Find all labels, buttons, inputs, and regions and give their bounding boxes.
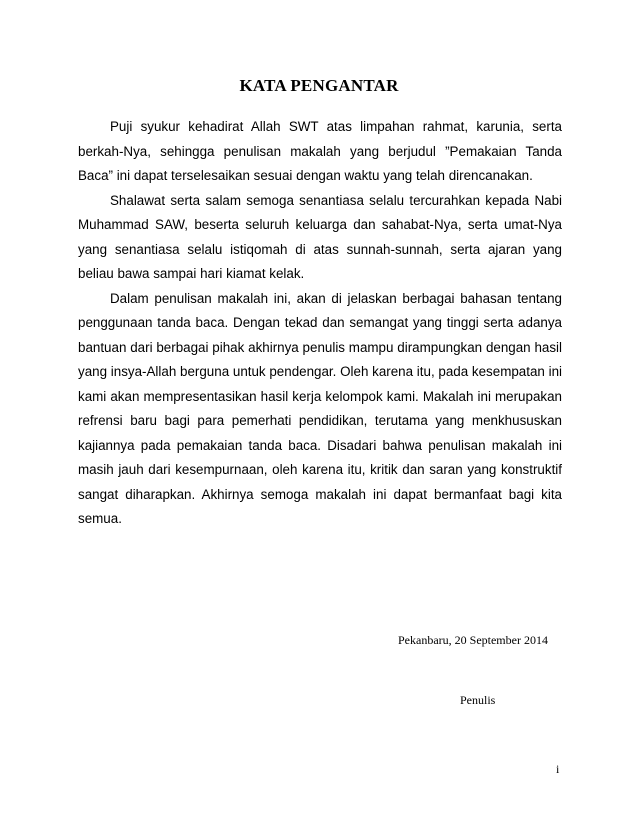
body-text [78,115,562,532]
author-signature: Penulis [460,693,496,707]
page-title: KATA PENGANTAR [239,76,399,95]
paragraph-gratitude: Puji syukur kehadirat Allah SWT atas limpahan rahmat, karunia, serta berkah-Nya, sehingga penulisan makalah yang berjudul ”Pemakaian Tanda Baca” ini dapat terselesaikan sesuai dengan waktu yang telah direncanakan. [78,119,562,183]
paragraph-shalawat: Shalawat serta salam semoga senantiasa selalu tercurahkan kepada Nabi Muhammad SAW, beserta seluruh keluarga dan sahabat-Nya, serta umat-Nya yang senantiasa selalu istiqomah di atas sunnah-sunnah, serta ajaran yang beliau bawa sampai hari kiamat kelak. [78,192,562,281]
place-date: Pekanbaru, 20 September 2014 [398,633,548,647]
paragraph-content: Dalam penulisan makalah ini, akan di jelaskan berbagai bahasan tentang penggunaan tanda baca. Dengan tekad dan semangat yang tinggi serta adanya bantuan dari berbagai pihak akhirnya penulis mampu dirampungkan dengan hasil yang insya-Allah berguna untuk pendengar. Oleh karena itu, pada kesempatan ini kami akan mempresentasikan hasil kerja kelompok kami. Makalah ini merupakan refrensi baru bagi para pemerhati pendidikan, terutama yang menkhususkan kajiannya pada pemakaian tanda baca. Disadari bahwa penulisan makalah ini masih jauh dari kesempurnaan, oleh karena itu, kritik dan saran yang konstruktif sangat diharapkan. Akhirnya semoga makalah ini dapat bermanfaat bagi kita semua. [78,290,562,526]
page-number: i [556,762,560,776]
